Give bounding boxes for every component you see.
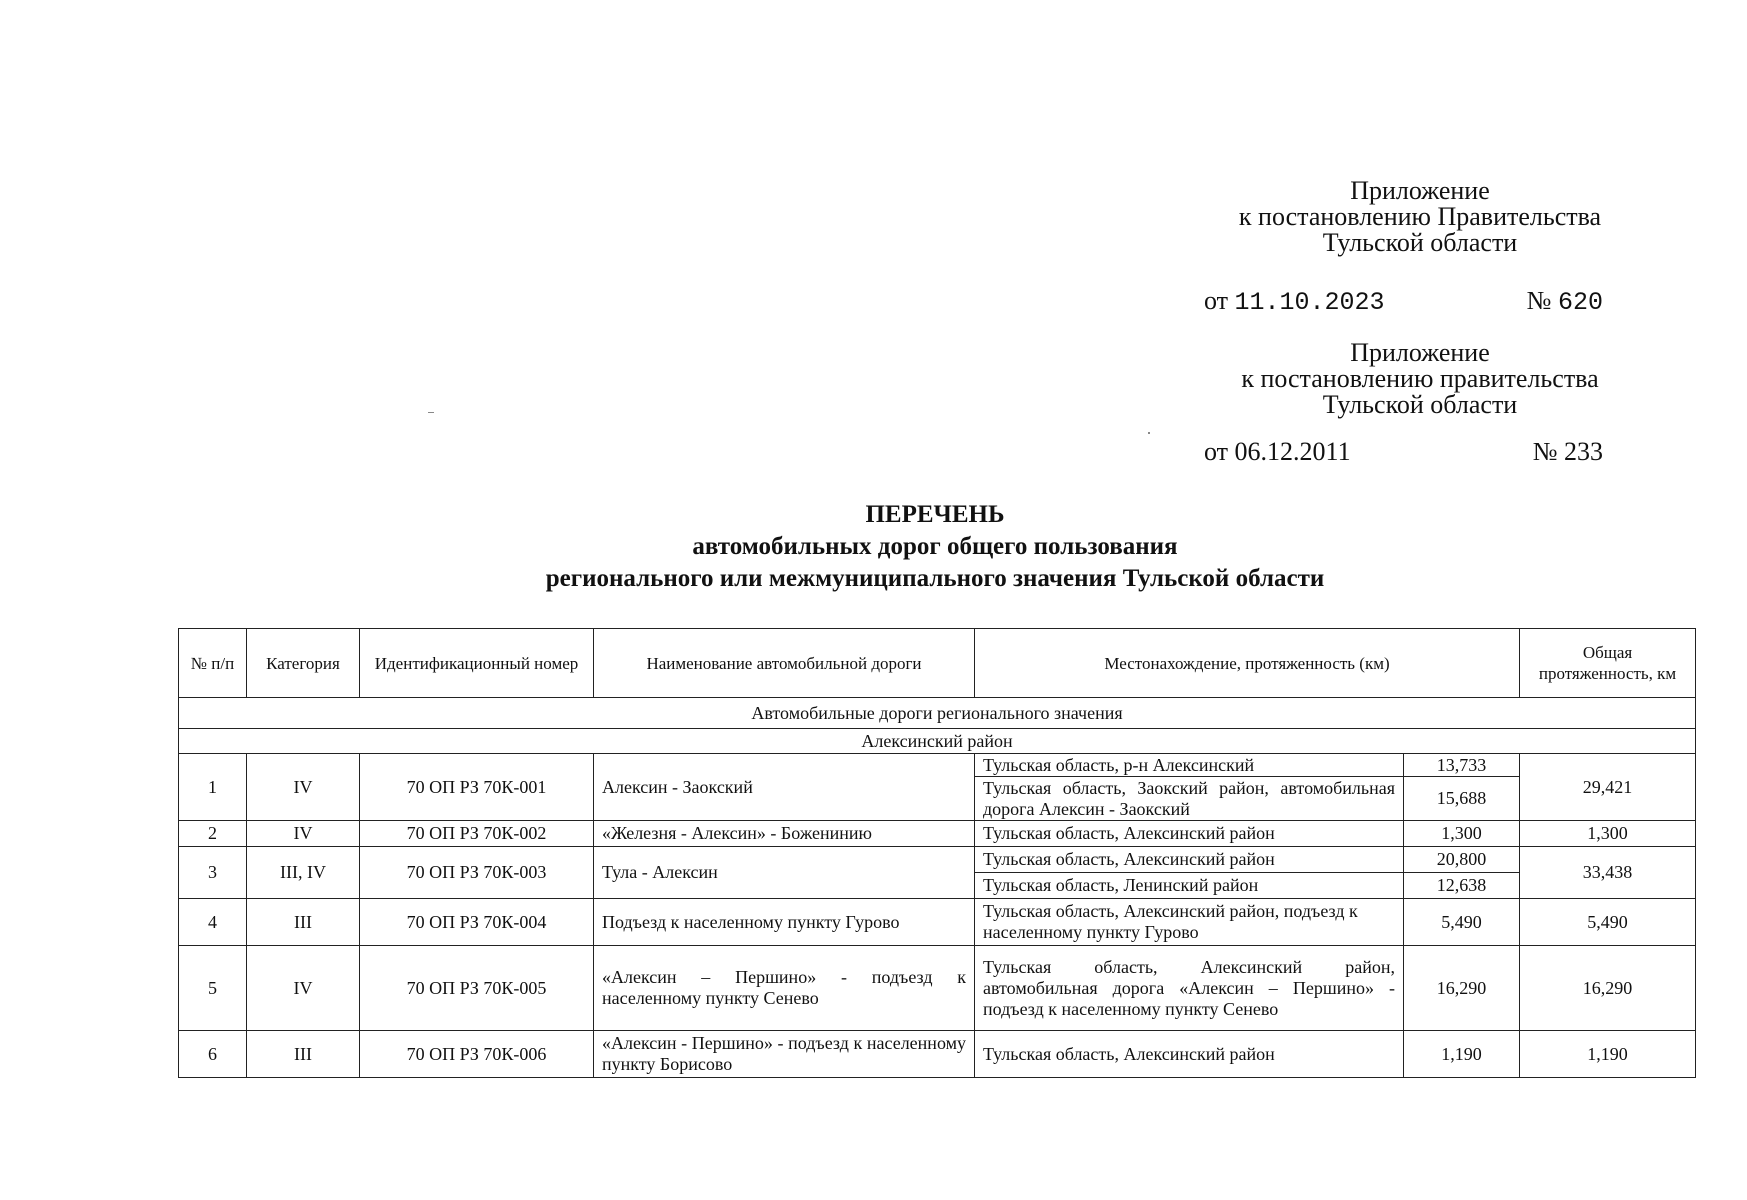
row-name: «Железня - Алексин» - Боженинию (594, 821, 975, 847)
section-row (179, 698, 1696, 729)
decree-original-number: № 233 (1532, 437, 1603, 466)
district-row (179, 729, 1696, 754)
appendix-original (1180, 340, 1660, 418)
header-num: № п/п (179, 629, 247, 698)
title-line1: ПЕРЕЧЕНЬ (865, 501, 1005, 528)
table-row (179, 847, 1696, 873)
row-name: Алексин - Заокский (594, 754, 975, 821)
row-location: Тульская область, Алексинский район (975, 821, 1404, 847)
row-length: 15,688 (1404, 777, 1520, 821)
table-row (179, 899, 1696, 946)
header-name: Наименование автомобильной дороги (594, 629, 975, 698)
row-location: Тульская область, Заокский район, автомобильная дорога Алексин - Заокский (975, 777, 1404, 821)
section-title: Автомобильные дороги регионального значения (179, 698, 1696, 729)
row-location: Тульская область, Алексинский район, подъезд к населенному пункту Гурово (975, 899, 1404, 946)
appendix-original-line3: Тульской области (1322, 390, 1518, 419)
table-header-row (179, 629, 1696, 698)
row-location: Тульская область, Алексинский район, автомобильная дорога «Алексин – Першино» - подъезд к населенному пункту Сенево (975, 946, 1404, 1031)
row-length: 1,190 (1404, 1031, 1520, 1078)
row-category: IV (247, 946, 360, 1031)
appendix-current (1180, 178, 1660, 256)
row-id: 70 ОП РЗ 70К-004 (360, 899, 594, 946)
row-length: 20,800 (1404, 847, 1520, 873)
row-id: 70 ОП РЗ 70К-002 (360, 821, 594, 847)
row-name: Тула - Алексин (594, 847, 975, 899)
decree-current-date-value: 11.10.2023 (1234, 288, 1385, 317)
scan-speck (1148, 432, 1150, 434)
district-title: Алексинский район (179, 729, 1696, 754)
row-location: Тульская область, р-н Алексинский (975, 754, 1404, 777)
decree-original-line (1204, 437, 1624, 467)
row-name: «Алексин - Першино» - подъезд к населенному пункту Борисово (594, 1031, 975, 1078)
title-line2: автомобильных дорог общего пользования (692, 533, 1178, 560)
row-total: 5,490 (1520, 899, 1696, 946)
document-title (0, 499, 1747, 595)
decree-current-date: от 11.10.2023 (1204, 286, 1385, 317)
row-total: 29,421 (1520, 754, 1696, 821)
row-location: Тульская область, Алексинский район (975, 1031, 1404, 1078)
row-length: 12,638 (1404, 873, 1520, 899)
row-num: 5 (179, 946, 247, 1031)
row-id: 70 ОП РЗ 70К-001 (360, 754, 594, 821)
row-num: 2 (179, 821, 247, 847)
row-num: 1 (179, 754, 247, 821)
header-category: Категория (247, 629, 360, 698)
row-num: 4 (179, 899, 247, 946)
row-num: 6 (179, 1031, 247, 1078)
row-category: III, IV (247, 847, 360, 899)
row-location: Тульская область, Алексинский район (975, 847, 1404, 873)
row-total: 33,438 (1520, 847, 1696, 899)
row-total: 1,300 (1520, 821, 1696, 847)
row-total: 1,190 (1520, 1031, 1696, 1078)
row-id: 70 ОП РЗ 70К-003 (360, 847, 594, 899)
roads-table (178, 628, 1696, 1078)
row-name: Подъезд к населенному пункту Гурово (594, 899, 975, 946)
row-num: 3 (179, 847, 247, 899)
scan-speck (428, 412, 434, 413)
table-row (179, 754, 1696, 777)
decree-current-number-value: 620 (1557, 288, 1603, 317)
title-line3: регионального или межмуниципального значения Тульской области (545, 565, 1325, 592)
header-location: Местонахождение, протяженность (км) (975, 629, 1520, 698)
appendix-current-line3: Тульской области (1322, 228, 1518, 257)
appendix-original-line1: Приложение (1350, 338, 1490, 367)
row-length: 16,290 (1404, 946, 1520, 1031)
row-length: 1,300 (1404, 821, 1520, 847)
row-category: IV (247, 821, 360, 847)
row-name: «Алексин – Першино» - подъезд к населенному пункту Сенево (594, 946, 975, 1031)
row-id: 70 ОП РЗ 70К-005 (360, 946, 594, 1031)
header-total: Общая протяженность, км (1520, 629, 1696, 698)
table-row (179, 1031, 1696, 1078)
header-id: Идентификационный номер (360, 629, 594, 698)
decree-original-number-value: 233 (1564, 437, 1603, 466)
row-length: 5,490 (1404, 899, 1520, 946)
appendix-original-line2: к постановлению правительства (1241, 364, 1599, 393)
decree-original-date: от 06.12.2011 (1204, 437, 1351, 466)
appendix-current-line1: Приложение (1350, 176, 1490, 205)
decree-original-date-value: 06.12.2011 (1234, 437, 1351, 466)
row-category: III (247, 1031, 360, 1078)
table-row (179, 946, 1696, 1031)
row-total: 16,290 (1520, 946, 1696, 1031)
row-length: 13,733 (1404, 754, 1520, 777)
decree-current-number: № 620 (1526, 286, 1603, 317)
row-location: Тульская область, Ленинский район (975, 873, 1404, 899)
decree-current-line (1204, 286, 1624, 316)
row-id: 70 ОП РЗ 70К-006 (360, 1031, 594, 1078)
appendix-current-line2: к постановлению Правительства (1238, 202, 1602, 231)
row-category: IV (247, 754, 360, 821)
table-row (179, 821, 1696, 847)
row-category: III (247, 899, 360, 946)
